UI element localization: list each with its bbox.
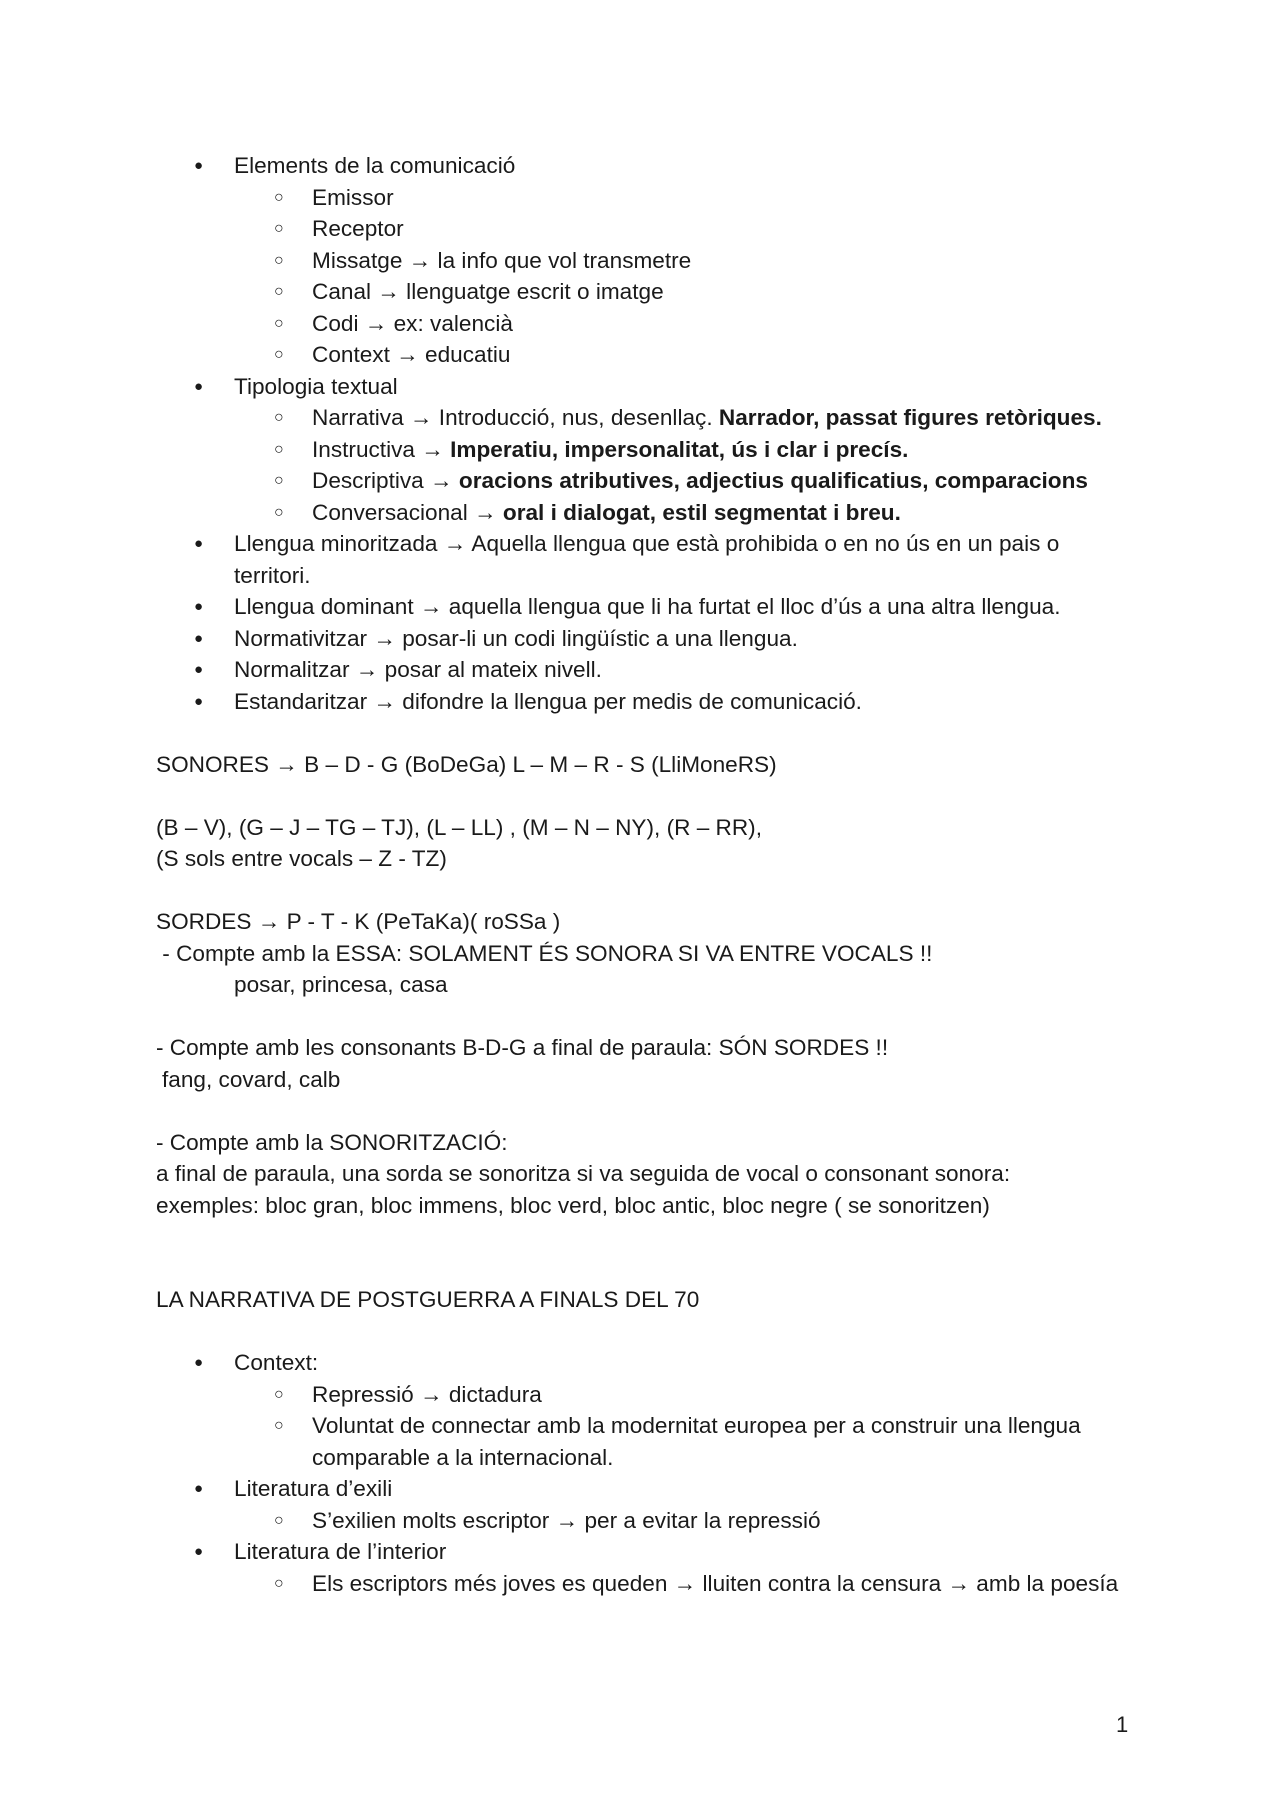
pairs-line-1: (B – V), (G – J – TG – TJ), (L – LL) , (M – N – NY), (R – RR), xyxy=(156,814,762,840)
list-item xyxy=(156,402,1136,434)
instructiva-bold: Imperatiu, impersonalitat, ús i clar i precís. xyxy=(450,436,909,462)
spacer xyxy=(156,1095,1136,1127)
bdg-examples: fang, covard, calb xyxy=(162,1066,341,1092)
list-item: ○ Canal → llenguatge escrit o imatge xyxy=(156,276,1136,308)
list-item xyxy=(156,434,1136,466)
list-item: ● Normalitzar → posar al mateix nivell. xyxy=(156,654,1136,686)
list-item: ○ Context → educatiu xyxy=(156,339,1136,371)
spacer xyxy=(156,780,1136,812)
elements-heading: Elements de la comunicació xyxy=(234,153,516,178)
descriptiva-bold: oracions atributives, adjectius qualificatius, comparacions xyxy=(458,468,1088,493)
list-item: ○ Receptor xyxy=(156,213,1136,245)
spacer xyxy=(156,1001,1136,1033)
list-item: ○ Repressió → dictadura xyxy=(156,1379,1136,1411)
pairs-line-2: (S sols entre vocals – Z - TZ) xyxy=(156,846,447,871)
interior-sublist xyxy=(234,1568,1136,1600)
elements-sublist xyxy=(234,182,1136,371)
narrativa-bold: Narrador, passat figures retòriques. xyxy=(718,405,1102,430)
spacer xyxy=(156,1221,1136,1284)
conversacional-bold: oral i dialogat, estil segmentat i breu. xyxy=(502,499,901,525)
context-sublist xyxy=(234,1379,1136,1474)
tipologia-sublist xyxy=(234,402,1136,528)
list-item xyxy=(156,497,1136,529)
conversacional-text: Conversacional → xyxy=(312,499,503,525)
sonoritzacio-rule: a final de paraula, una sorda se sonoritza si va seguida de vocal o consonant sonora: xyxy=(156,1161,1011,1186)
list-item xyxy=(156,150,1136,371)
tipologia-heading: Tipologia textual xyxy=(234,373,398,399)
section-title: LA NARRATIVA DE POSTGUERRA A FINALS DEL 70 xyxy=(156,1287,700,1312)
list-item: ○ Codi → ex: valencià xyxy=(156,308,1136,340)
sonoritzacio-note: - Compte amb la SONORITZACIÓ: xyxy=(156,1129,508,1155)
list-item: ○ S’exilien molts escriptor → per a evitar la repressió xyxy=(156,1505,1136,1537)
exili-heading: Literatura d’exili xyxy=(234,1476,393,1501)
list-item xyxy=(156,1536,1136,1599)
page-number: 1 xyxy=(1116,1712,1129,1737)
essa-note: - Compte amb la ESSA: SOLAMENT ÉS SONORA SI VA ENTRE VOCALS !! xyxy=(156,940,933,966)
narrativa-list xyxy=(156,1347,1136,1599)
exili-sublist xyxy=(234,1505,1136,1537)
spacer xyxy=(156,717,1136,749)
spacer xyxy=(156,875,1136,907)
instructiva-text: Instructiva → xyxy=(312,436,451,462)
narrativa-text: Narrativa → Introducció, nus, desenllaç. xyxy=(312,405,719,430)
list-item xyxy=(156,1473,1136,1536)
list-item: ● Estandaritzar → difondre la llengua per medis de comunicació. xyxy=(156,686,1136,718)
essa-examples: posar, princesa, casa xyxy=(234,972,448,997)
list-item: ● Llengua minoritzada → Aquella llengua que està prohibida o en no ús en un pais o territori. xyxy=(156,528,1136,591)
list-item: ● Normativitzar → posar-li un codi lingüístic a una llengua. xyxy=(156,623,1136,655)
interior-heading: Literatura de l’interior xyxy=(234,1539,447,1564)
document-body xyxy=(156,150,1136,1599)
bdg-note: - Compte amb les consonants B-D-G a final de paraula: SÓN SORDES !! xyxy=(156,1035,889,1060)
spacer xyxy=(156,1316,1136,1348)
sordes-line: SORDES → P - T - K (PeTaKa)( roSSa ) xyxy=(156,909,561,934)
list-item xyxy=(156,465,1136,497)
context-heading: Context: xyxy=(234,1350,319,1375)
concepts-list xyxy=(156,150,1136,717)
list-item: ○ Voluntat de connectar amb la modernitat europea per a construir una llengua comparable a la internacional. xyxy=(156,1410,1136,1473)
sonoritzacio-examples: exemples: bloc gran, bloc immens, bloc verd, bloc antic, bloc negre ( se sonoritzen) xyxy=(156,1192,990,1218)
list-item xyxy=(156,1347,1136,1473)
list-item: ○ Emissor xyxy=(156,182,1136,214)
list-item: ○ Els escriptors més joves es queden → lluiten contra la censura → amb la poesía xyxy=(156,1568,1136,1600)
list-item: ● Llengua dominant → aquella llengua que li ha furtat el lloc d’ús a una altra llengua. xyxy=(156,591,1136,623)
descriptiva-text: Descriptiva → xyxy=(312,468,459,493)
list-item xyxy=(156,371,1136,529)
sonores-line: SONORES → B – D - G (BoDeGa) L – M – R - S (LliMoneRS) xyxy=(156,751,777,777)
list-item: ○ Missatge → la info que vol transmetre xyxy=(156,245,1136,277)
